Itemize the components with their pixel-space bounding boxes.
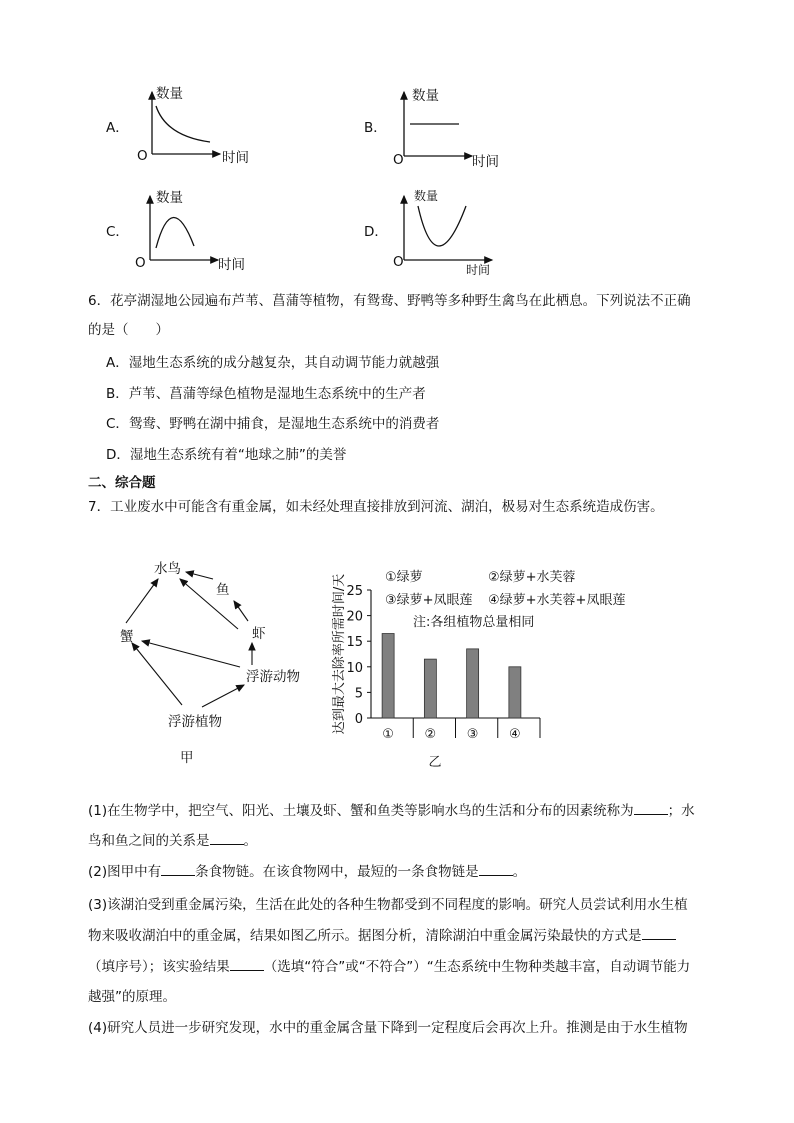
q6-stem-line1: 6．花亭湖湿地公园遍布芦苇、菖蒲等植物，有鸳鸯、野鸭等多种野生禽鸟在此栖息。下列说法不正确: [88, 293, 691, 309]
q7-part3-text-b: 物来吸收湖泊中的重金属，结果如图乙所示。据图分析，清除湖泊中重金属污染最快的方式是: [88, 928, 642, 944]
q7-part1-text-d: 。: [243, 833, 257, 849]
answer-blank-5[interactable]: [642, 925, 676, 940]
answer-blank-3[interactable]: [161, 861, 195, 876]
node-phytoplankton: 浮游植物: [168, 714, 222, 730]
section-heading: 二、综合题: [88, 475, 156, 491]
q7-part3-line1: (3)该湖泊受到重金属污染，生活在此处的各种生物都受到不同程度的影响。研究人员尝试利用水生植: [88, 897, 688, 913]
y-tick-label: 25: [346, 584, 363, 599]
option-a-label: A．: [106, 120, 129, 136]
node-waterbird: 水鸟: [154, 561, 181, 577]
answer-blank-1[interactable]: [634, 800, 668, 815]
y-tick-label: 5: [354, 686, 363, 702]
y-tick-label: 20: [346, 609, 363, 625]
graph-b-origin: O: [393, 152, 404, 168]
arrow-phytoplankton-to-zooplankton: [202, 685, 244, 707]
y-tick-label: 15: [346, 635, 363, 651]
arrow-shrimp-to-fish: [234, 601, 248, 621]
q6-option-b: B．芦苇、菖蒲等绿色植物是湿地生态系统中的生产者: [106, 386, 426, 402]
answer-blank-6[interactable]: [230, 956, 264, 971]
answer-blank-2[interactable]: [210, 830, 244, 845]
q7-part3-line2: [88, 925, 676, 946]
q7-part4: (4)研究人员进一步研究发现，水中的重金属含量下降到一定程度后会再次上升。推测是由于水生植物: [88, 1020, 688, 1036]
graph-b-xlabel: 时间: [472, 154, 499, 170]
q6-option-a: A．湿地生态系统的成分越复杂，其自动调节能力就越强: [106, 355, 440, 371]
q7-part3-line4: 越强”的原理。: [88, 989, 176, 1005]
graph-c-origin: O: [135, 255, 146, 271]
graph-a-ylabel: 数量: [156, 86, 183, 102]
legend-item-3: ③绿萝+凤眼莲: [385, 593, 473, 608]
q7-part1-text-c: 鸟和鱼之间的关系是: [88, 833, 210, 849]
x-tick-label: ③: [466, 727, 479, 742]
bar-chart: [325, 558, 645, 773]
q7-part3-text-c: （填序号）；该实验结果: [88, 959, 230, 975]
q6-option-d: D．湿地生态系统有着“地球之肺”的美誉: [106, 447, 347, 463]
chart-note: 注:各组植物总量相同: [413, 615, 535, 630]
graph-a-origin: O: [137, 148, 148, 164]
node-fish: 鱼: [216, 582, 230, 598]
graph-c-ylabel: 数量: [156, 190, 183, 206]
curve-rise-fall: [156, 217, 194, 248]
y-axis-label: 达到最大去除率所需时间/天: [332, 573, 347, 735]
q7-part2-text-c: 。: [512, 864, 527, 880]
q7-part1-line1: [88, 800, 695, 821]
node-zooplankton: 浮游动物: [246, 669, 300, 685]
bar: [424, 659, 436, 718]
legend-item-1: ①绿萝: [385, 570, 423, 585]
arrow-fish-to-bird: [186, 572, 213, 579]
food-web-caption: 甲: [180, 750, 194, 766]
q7-part2: [88, 861, 526, 882]
graph-d-xlabel: 时间: [466, 263, 491, 277]
q7-part2-text-a: (2)图甲中有: [88, 864, 162, 880]
arrow-crab-to-bird: [126, 579, 158, 623]
legend-item-4: ④绿萝+水芙蓉+凤眼莲: [488, 593, 626, 608]
graph-d-ylabel: 数量: [414, 189, 439, 203]
option-c-label: C．: [106, 224, 129, 240]
q7-part3-line3: [88, 956, 690, 977]
chart-caption: 乙: [428, 755, 442, 770]
answer-blank-4[interactable]: [479, 861, 513, 876]
graph-c-xlabel: 时间: [218, 257, 245, 273]
graph-a-xlabel: 时间: [222, 150, 249, 166]
bar: [382, 634, 394, 718]
graph-b-ylabel: 数量: [412, 88, 439, 104]
q7-part3-text-d: （选填“符合”或“不符合”）“生态系统中生物种类越丰富，自动调节能力: [263, 959, 691, 975]
node-crab: 蟹: [120, 629, 134, 645]
node-shrimp: 虾: [252, 626, 266, 642]
q7-part1-text-a: (1)在生物学中，把空气、阳光、土壤及虾、蟹和鱼类等影响水鸟的生活和分布的因素统称为: [88, 803, 634, 819]
arrow-zooplankton-to-crab: [142, 641, 240, 667]
graph-d-origin: O: [393, 254, 404, 270]
option-b-label: B．: [364, 120, 387, 136]
curve-decreasing: [156, 106, 210, 142]
q7-intro: 7．工业废水中可能含有重金属，如未经处理直接排放到河流、湖泊，极易对生态系统造成伤害。: [88, 499, 664, 515]
q7-part2-text-b: 条食物链。在该食物网中，最短的一条食物链是: [195, 864, 479, 880]
y-tick-label: 0: [354, 712, 363, 727]
legend-item-2: ②绿萝+水芙蓉: [488, 570, 576, 585]
y-tick-label: 10: [346, 660, 363, 676]
bar: [509, 667, 521, 718]
option-d-label: D．: [364, 224, 388, 240]
curve-fall-rise: [418, 206, 466, 246]
x-tick-label: ①: [382, 727, 394, 742]
q7-part1-text-b: ；水: [667, 803, 695, 819]
bar: [467, 649, 479, 718]
q7-part1-line2: [88, 830, 257, 851]
x-tick-label: ②: [424, 727, 437, 742]
arrow-phytoplankton-to-crab: [132, 643, 182, 705]
x-tick-label: ④: [509, 727, 521, 742]
q6-stem-line2: 的是（ ）: [88, 322, 169, 338]
q6-option-c: C．鸳鸯、野鸭在湖中捕食，是湿地生态系统中的消费者: [106, 416, 440, 432]
